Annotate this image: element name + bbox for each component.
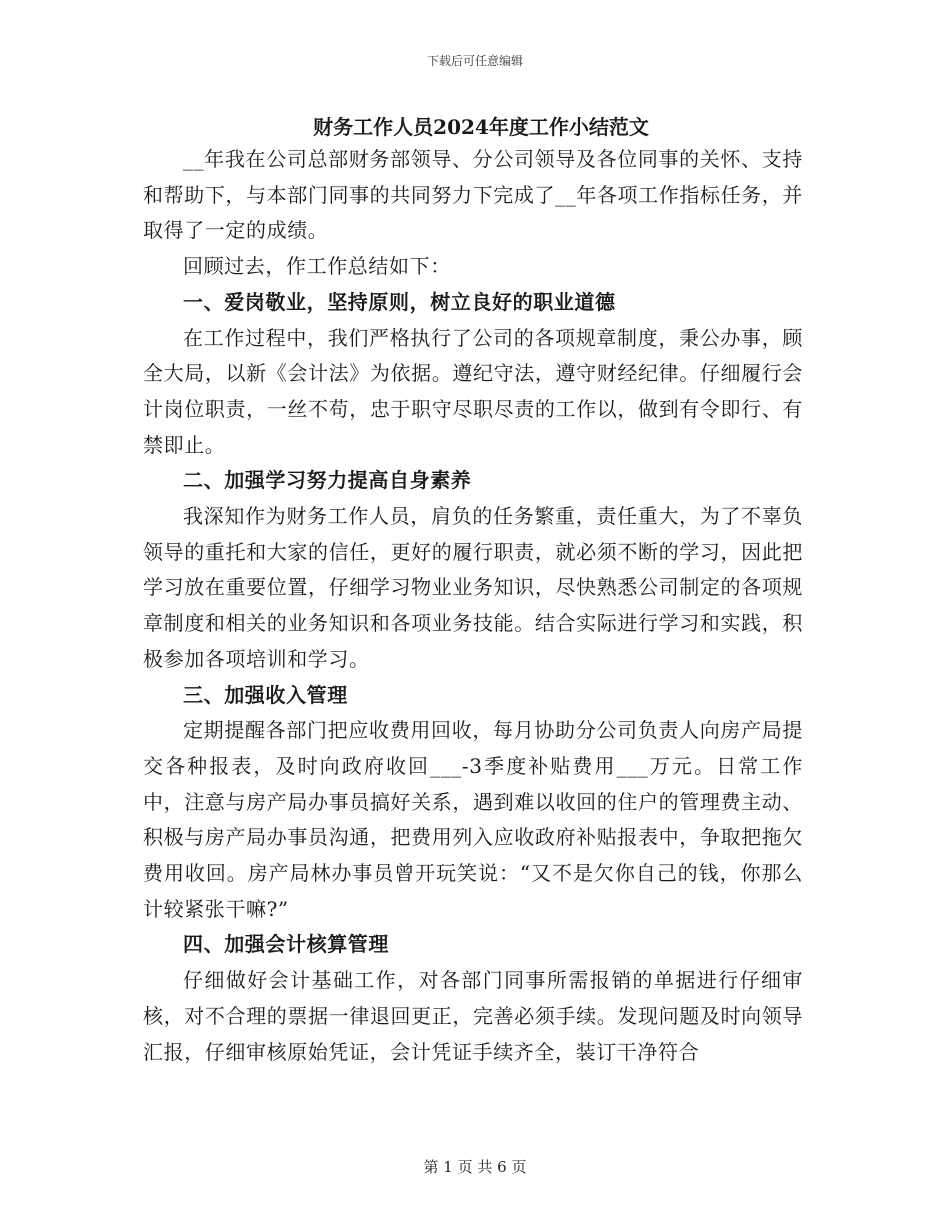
download-note: 下载后可任意编辑: [426, 54, 523, 68]
section-heading-2: 二、加强学习努力提高自身素养: [183, 468, 472, 493]
section-heading-4: 四、加强会计核算管理: [183, 932, 389, 957]
section-body-2: 我深知作为财务工作人员，肩负的任务繁重，责任重大，为了不辜负领导的重托和大家的信任，更好的履行职责，就必须不断的学习，因此把学习放在重要位置，仔细学习物业业务知识，尽快熟悉公司制定的各项规章制度和相关的业务知识和各项业务技能。结合实际进行学习和实践，积极参加各项培训和学习。: [143, 504, 803, 671]
document-body: [143, 112, 803, 1070]
section-body-3: 定期提醒各部门把应收费用回收，每月协助分公司负责人向房产局提交各种报表，及时向政府收回___-3季度补贴费用___万元。日常工作中，注意与房产局办事员搞好关系，遇到难以收回的住户的管理费主动、积极与房产局办事员沟通，把费用列入应收政府补贴报表中，争取把拖欠费用收回。房产局林办事员曾开玩笑说：“又不是欠你自己的钱，你那么计较紧张干嘛?”: [143, 718, 803, 921]
section-body-4: 仔细做好会计基础工作，对各部门同事所需报销的单据进行仔细审核，对不合理的票据一律退回更正，完善必须手续。发现问题及时向领导汇报，仔细审核原始凭证，会计凭证手续齐全，装订干净符合: [143, 968, 803, 1064]
page-indicator: 第 1 页 共 6 页: [423, 1158, 527, 1176]
section-heading-3: 三、加强收入管理: [183, 682, 348, 707]
document-title: 财务工作人员2024年度工作小结范文: [313, 115, 649, 139]
section-heading-1: 一、爱岗敬业，坚持原则，树立良好的职业道德: [183, 289, 616, 314]
section-body-1: 在工作过程中，我们严格执行了公司的各项规章制度，秉公办事，顾全大局，以新《会计法》为依据。遵纪守法，遵守财经纪律。仔细履行会计岗位职责，一丝不苟，忠于职守尽职尽责的工作以，做到有令即行、有禁即止。: [143, 325, 803, 457]
review-paragraph: 回顾过去，作工作总结如下：: [183, 254, 451, 279]
intro-paragraph: __年我在公司总部财务部领导、分公司领导及各位同事的关怀、支持和帮助下，与本部门同事的共同努力下完成了__年各项工作指标任务，并取得了一定的成绩。: [143, 147, 803, 243]
